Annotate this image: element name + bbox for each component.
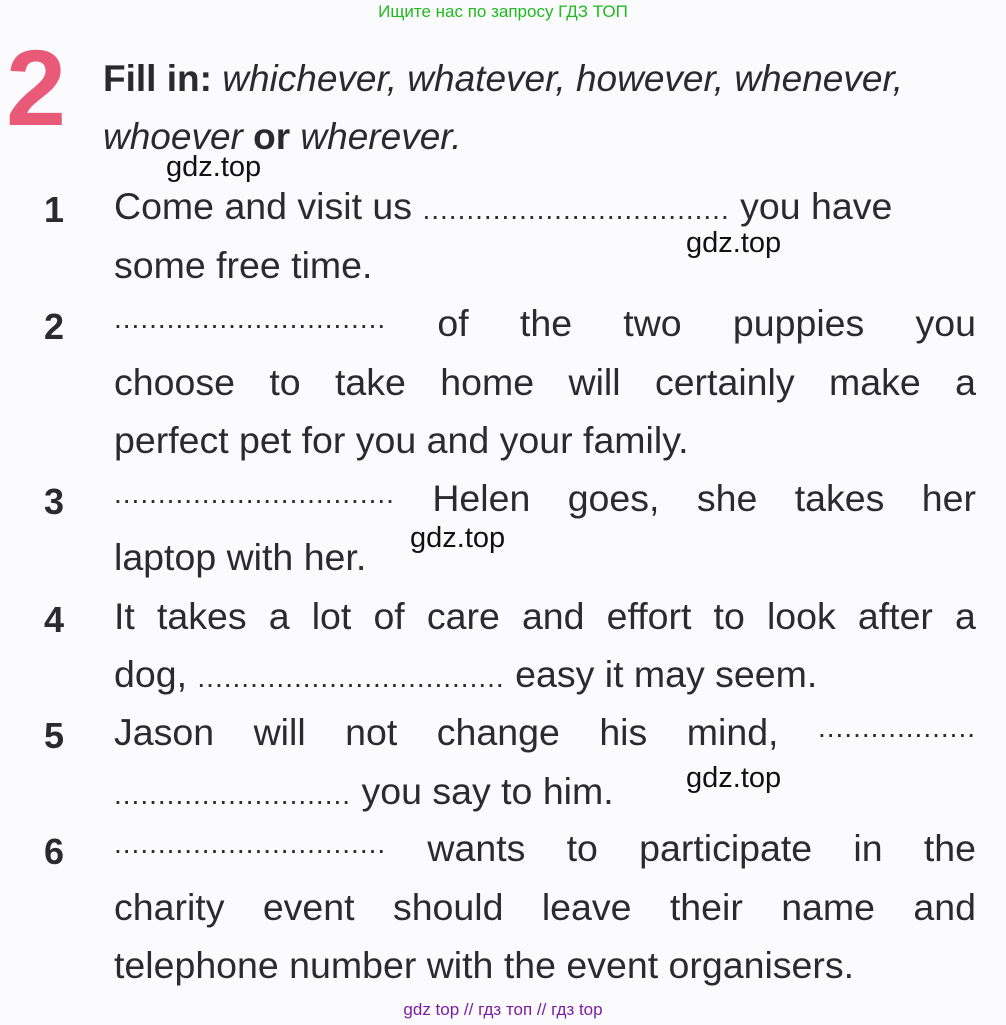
- top-banner[interactable]: Ищите нас по запросу ГДЗ ТОП: [378, 2, 628, 21]
- item-text: two: [623, 302, 682, 344]
- item-line: [114, 477, 976, 519]
- watermark: gdz.top: [686, 762, 782, 794]
- instruction-word-whoever: whoever: [103, 116, 243, 157]
- item-line: [114, 711, 976, 753]
- item-text: charity: [114, 886, 225, 928]
- item-text: will: [568, 361, 621, 403]
- item-number: 5: [44, 715, 65, 756]
- exercise-number: 2: [6, 27, 67, 148]
- item-line: [114, 185, 976, 227]
- item-text: make: [828, 361, 921, 403]
- item-text: easy it may seem.: [504, 653, 818, 695]
- item-text: mind,: [686, 711, 779, 753]
- item-text: and: [913, 886, 976, 928]
- answer-blank[interactable]: ................................: [114, 478, 395, 509]
- item-text: choose: [114, 361, 235, 403]
- item-text: some free time.: [114, 244, 373, 286]
- item-text: she: [696, 477, 758, 519]
- item-text: after: [857, 595, 933, 637]
- item-text: a: [955, 361, 976, 403]
- item-number: 4: [44, 599, 65, 640]
- item-text: laptop with her.: [114, 536, 367, 578]
- item-line: [114, 302, 976, 344]
- item-number: 1: [44, 189, 65, 230]
- watermark: gdz.top: [166, 151, 262, 183]
- item-text: Jason: [114, 711, 215, 753]
- item-text: goes,: [567, 477, 660, 519]
- item-line: [114, 944, 976, 986]
- item-text: Helen: [432, 477, 531, 519]
- instruction-words: whichever, whatever, however, whenever,: [222, 58, 903, 99]
- item-text: to: [713, 595, 745, 637]
- item-line: [114, 827, 976, 869]
- item-text: dog,: [114, 653, 198, 695]
- item-text: not: [345, 711, 398, 753]
- watermark: gdz.top: [410, 522, 506, 554]
- item-number: 6: [44, 831, 65, 872]
- item-text: home: [440, 361, 535, 403]
- item-line: [114, 244, 976, 286]
- item-text: in: [853, 827, 883, 869]
- item-text: his: [599, 711, 648, 753]
- item-text: to: [566, 827, 598, 869]
- item-text: take: [335, 361, 406, 403]
- item-text: their: [669, 886, 743, 928]
- item-text: the: [923, 827, 976, 869]
- item-text: a: [955, 595, 976, 637]
- item-text: perfect pet for you and your family.: [114, 419, 689, 461]
- item-line: [114, 886, 976, 928]
- item-text: Come and visit us: [114, 185, 423, 227]
- item-text: of: [373, 595, 405, 637]
- answer-blank[interactable]: ...........................: [114, 779, 352, 810]
- item-text: leave: [541, 886, 632, 928]
- item-text: It: [114, 595, 135, 637]
- item-text: should: [392, 886, 504, 928]
- item-text: event: [262, 886, 355, 928]
- item-text: to: [269, 361, 301, 403]
- instruction-word-wherever: wherever.: [300, 116, 462, 157]
- item-text: you have: [729, 185, 893, 227]
- answer-blank[interactable]: ...................................: [422, 194, 730, 225]
- item-text: participate: [639, 827, 813, 869]
- exercise-instruction: [103, 50, 973, 166]
- item-text: care: [426, 595, 500, 637]
- item-line: [114, 653, 976, 695]
- watermark: gdz.top: [686, 227, 782, 259]
- item-text: you say to him.: [351, 770, 614, 812]
- item-text: you: [915, 302, 976, 344]
- item-text: puppies: [732, 302, 865, 344]
- answer-blank[interactable]: ...............................: [114, 303, 387, 334]
- item-number: 3: [44, 481, 65, 522]
- item-text: takes: [794, 477, 885, 519]
- item-line: [114, 595, 976, 637]
- item-line: [114, 361, 976, 403]
- instruction-or: or: [253, 116, 291, 157]
- instruction-lead: Fill in:: [103, 58, 212, 99]
- item-line: [114, 770, 976, 812]
- item-text: certainly: [654, 361, 795, 403]
- item-text: name: [781, 886, 876, 928]
- answer-blank[interactable]: ...................................: [197, 662, 505, 693]
- item-text: effort: [606, 595, 692, 637]
- item-text: look: [766, 595, 836, 637]
- item-text: takes: [156, 595, 247, 637]
- item-text: lot: [311, 595, 352, 637]
- answer-blank[interactable]: ..................: [817, 712, 976, 743]
- item-text: her: [921, 477, 976, 519]
- item-text: a: [268, 595, 290, 637]
- item-text: of: [437, 302, 469, 344]
- item-text: will: [253, 711, 306, 753]
- item-text: change: [436, 711, 560, 753]
- answer-blank[interactable]: ...............................: [114, 828, 387, 859]
- item-number: 2: [44, 306, 65, 347]
- item-line: [114, 419, 976, 461]
- item-text: and: [521, 595, 585, 637]
- item-text: the: [519, 302, 573, 344]
- item-text: telephone number with the event organisers.: [114, 944, 855, 986]
- footer-links[interactable]: gdz top // гдз топ // гдз top: [403, 1000, 603, 1019]
- item-text: wants: [427, 827, 526, 869]
